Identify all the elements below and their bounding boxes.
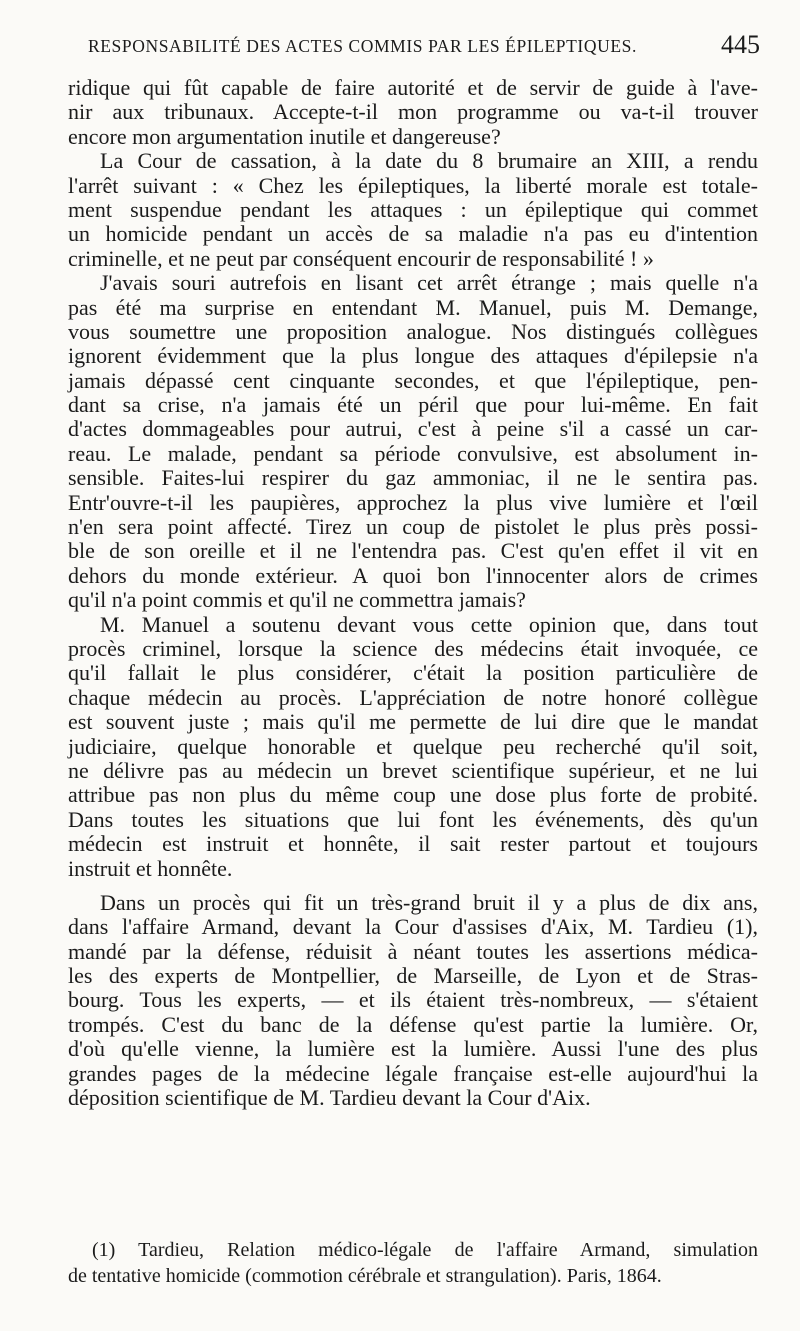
text-line: nir aux tribunaux. Accepte-t-il mon programme ou va-t-il trouver: [68, 99, 758, 125]
text-line: ment suspendue pendant les attaques : un épileptique qui commet: [68, 196, 758, 222]
text-line: Dans toutes les situations que lui font les événements, dès qu'un: [68, 806, 758, 832]
text-line: grandes pages de la médecine légale française est-elle aujourd'hui la: [68, 1060, 758, 1086]
text-line: dehors du monde extérieur. A quoi bon l'innocenter alors de crimes: [68, 562, 758, 588]
text-line: Entr'ouvre-t-il les paupières, approchez la plus vive lumière et l'œil: [68, 489, 758, 515]
text-line: sensible. Faites-lui respirer du gaz ammoniac, il ne le sentira pas.: [68, 465, 758, 491]
text-line: ne délivre pas au médecin un brevet scientifique supérieur, et ne lui: [68, 757, 758, 783]
paragraph: [68, 149, 758, 271]
text-line: un homicide pendant un accès de sa maladie n'a pas eu d'intention: [68, 221, 758, 247]
text-line: mandé par la défense, réduisit à néant toutes les assertions médica-: [68, 938, 758, 964]
text-line: dant sa crise, n'a jamais été un péril que pour lui-même. En fait: [68, 392, 758, 418]
text-line: trompés. C'est du banc de la défense qu'est partie la lumière. Or,: [68, 1011, 758, 1037]
text-line: d'où qu'elle vienne, la lumière est la lumière. Aussi l'une des plus: [68, 1036, 758, 1062]
text-line: bourg. Tous les experts, — et ils étaient très-nombreux, — s'étaient: [68, 987, 758, 1013]
text-line: criminelle, et ne peut par conséquent encourir de responsabilité ! »: [68, 245, 654, 271]
paragraph: [68, 271, 758, 612]
text-line: médecin est instruit et honnête, il sait rester partout et toujours: [68, 831, 758, 857]
text-line: dans l'affaire Armand, devant la Cour d'assises d'Aix, M. Tardieu (1),: [68, 914, 758, 940]
text-line: qu'il n'a point commis et qu'il ne commettra jamais?: [68, 587, 526, 613]
text-line: judiciaire, quelque honorable et quelque peu recherché qu'il soit,: [68, 733, 758, 759]
footnote: [68, 1237, 758, 1289]
paragraph: [68, 76, 758, 149]
text-line: ridique qui fût capable de faire autorité et de servir de guide à l'ave-: [68, 75, 758, 100]
text-line: La Cour de cassation, à la date du 8 brumaire an XIII, a rendu: [100, 148, 758, 174]
page-number: 445: [721, 30, 760, 59]
footnote-line: (1) Tardieu, Relation médico-légale de l'affaire Armand, simulation: [92, 1239, 758, 1261]
text-line: chaque médecin au procès. L'appréciation de notre honoré collègue: [68, 684, 758, 710]
text-line: instruit et honnête.: [68, 855, 233, 881]
text-line: reau. Le malade, pendant sa période convulsive, est absolument in-: [68, 440, 758, 466]
text-line: n'en sera point affecté. Tirez un coup de pistolet le plus près possi-: [68, 514, 758, 540]
text-line: d'actes dommageables pour autrui, c'est à peine s'il a cassé un car-: [68, 416, 758, 442]
text-line: l'arrêt suivant : « Chez les épileptiques, la liberté morale est totale-: [68, 172, 758, 198]
footnote-line: de tentative homicide (commotion cérébrale et strangulation). Paris, 1864.: [68, 1265, 662, 1287]
text-line: déposition scientifique de M. Tardieu devant la Cour d'Aix.: [68, 1085, 591, 1111]
paragraph: [68, 891, 758, 1111]
text-line: J'avais souri autrefois en lisant cet arrêt étrange ; mais quelle n'a: [100, 270, 758, 296]
text-line: encore mon argumentation inutile et dangereuse?: [68, 123, 501, 149]
paragraph: [68, 613, 758, 881]
text-line: est souvent juste ; mais qu'il me permette de lui dire que le mandat: [68, 709, 758, 735]
text-line: attribue pas non plus du même coup une dose plus forte de probité.: [68, 782, 758, 808]
running-head: [88, 30, 760, 64]
body-text: [68, 76, 758, 1110]
text-line: qu'il fallait le plus considérer, c'était la position particulière de: [68, 660, 758, 686]
text-line: jamais dépassé cent cinquante secondes, et que l'épileptique, pen-: [68, 367, 758, 393]
text-line: procès criminel, lorsque la science des médecins était invoquée, ce: [68, 635, 758, 661]
text-line: pas été ma surprise en entendant M. Manuel, puis M. Demange,: [68, 294, 758, 320]
running-head-title: RESPONSABILITÉ DES ACTES COMMIS PAR LES ÉPILEPTIQUES.: [88, 36, 637, 56]
text-line: ignorent évidemment que la plus longue des attaques d'épilepsie n'a: [68, 343, 758, 369]
text-line: les des experts de Montpellier, de Marseille, de Lyon et de Stras-: [68, 963, 758, 989]
text-line: vous soumettre une proposition analogue. Nos distingués collègues: [68, 318, 758, 344]
text-line: Dans un procès qui fit un très-grand bruit il y a plus de dix ans,: [100, 889, 758, 915]
text-line: ble de son oreille et il ne l'entendra pas. C'est qu'en effet il vit en: [68, 538, 758, 564]
text-line: M. Manuel a soutenu devant vous cette opinion que, dans tout: [100, 611, 758, 637]
